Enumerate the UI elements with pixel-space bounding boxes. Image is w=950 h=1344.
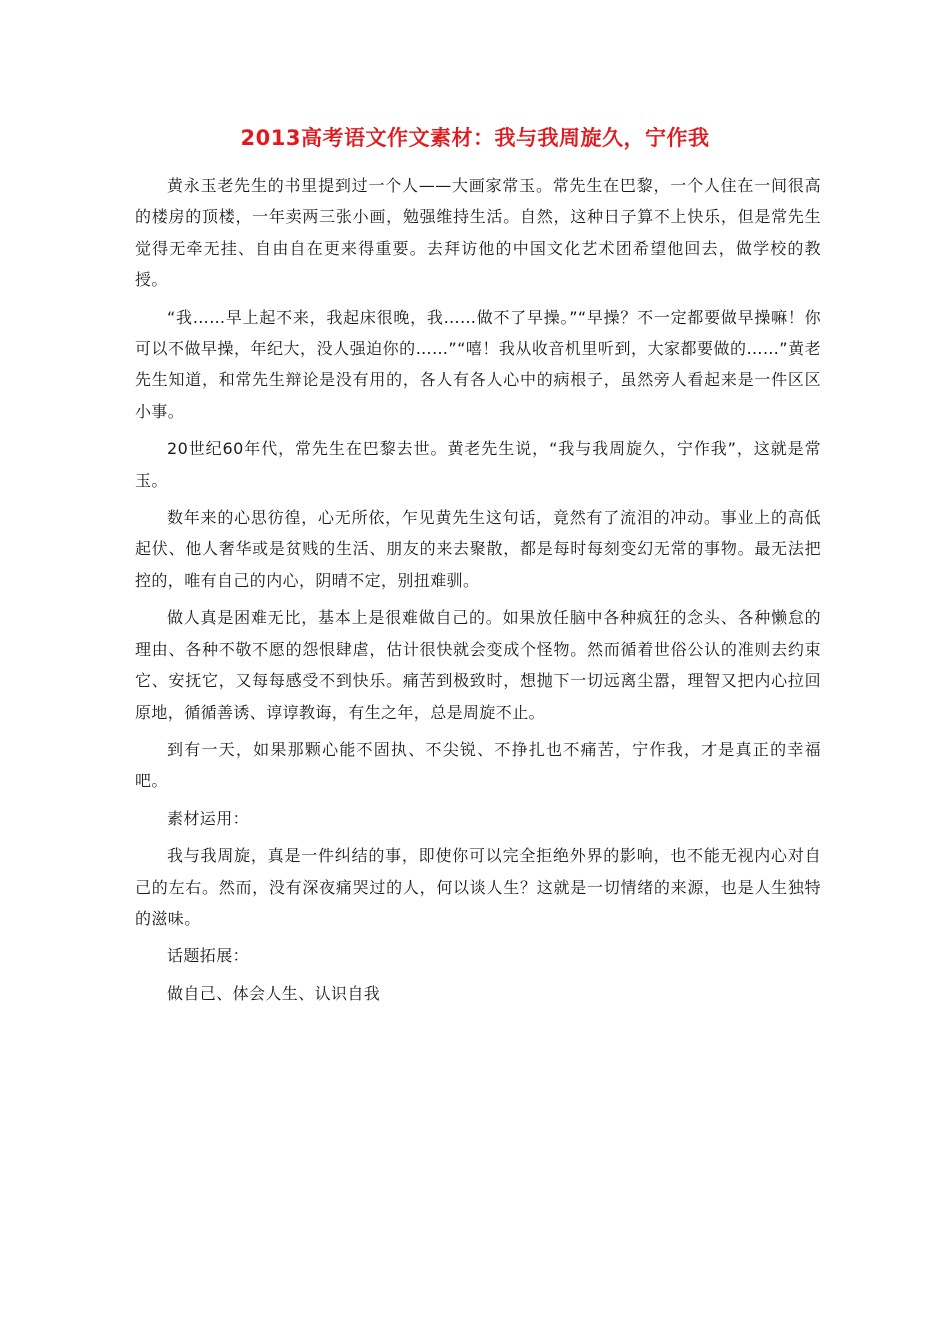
paragraph-difficulty: 做人真是困难无比，基本上是很难做自己的。如果放任脑中各种疯狂的念头、各种懒怠的理由、各种不敬不愿的怨恨肆虐，估计很快就会变成个怪物。然而循着世俗公认的准则去约束它、安抚它，又每每感受不到快乐。痛苦到极致时，想抛下一切远离尘嚣，理智又把内心拉回原地，循循善诱、谆谆教诲，有生之年，总是周旋不止。 bbox=[135, 608, 821, 722]
paragraph-dialogue: “我……早上起不来，我起床很晚，我……做不了早操。”“早操？不一定都要做早操嘛！你可以不做早操，年纪大，没人强迫你的……”“嘻！我从收音机里听到，大家都要做的……”黄老先生知道，和常先生辩论是没有用的，各人有各人心中的病根子，虽然旁人看起来是一件区区小事。 bbox=[135, 307, 821, 421]
section-heading-topics: 话题拓展： bbox=[167, 946, 250, 966]
paragraph-topics: 做自己、体会人生、认识自我 bbox=[167, 983, 381, 1003]
paragraph-usage: 我与我周旋，真是一件纠结的事，即使你可以完全拒绝外界的影响，也不能无视内心对自己的左右。然而，没有深夜痛哭过的人，何以谈人生？这就是一切情绪的来源，也是人生独特的滋味。 bbox=[135, 846, 821, 928]
paragraph-death: 20世纪60年代，常先生在巴黎去世。黄老先生说，“我与我周旋久，宁作我”，这就是常玉。 bbox=[135, 439, 821, 490]
paragraph-happiness: 到有一天，如果那颗心能不固执、不尖锐、不挣扎也不痛苦，宁作我，才是真正的幸福吧。 bbox=[135, 739, 821, 791]
section-heading-usage: 素材运用： bbox=[167, 808, 250, 828]
document-title: 2013高考语文作文素材：我与我周旋久，宁作我 bbox=[240, 126, 710, 150]
paragraph-reflection: 数年来的心思彷徨，心无所依，乍见黄先生这句话，竟然有了流泪的冲动。事业上的高低起伏、他人奢华或是贫贱的生活、朋友的来去聚散，都是每时每刻变幻无常的事物。最无法把控的，唯有自己的内心，阴晴不定，别扭难驯。 bbox=[135, 508, 821, 590]
document-body bbox=[135, 170, 821, 1009]
paragraph-intro: 黄永玉老先生的书里提到过一个人——大画家常玉。常先生在巴黎，一个人住在一间很高的楼房的顶楼，一年卖两三张小画，勉强维持生活。自然，这种日子算不上快乐，但是常先生觉得无牵无挂、自由自在更来得重要。去拜访他的中国文化艺术团希望他回去，做学校的教授。 bbox=[135, 176, 821, 290]
